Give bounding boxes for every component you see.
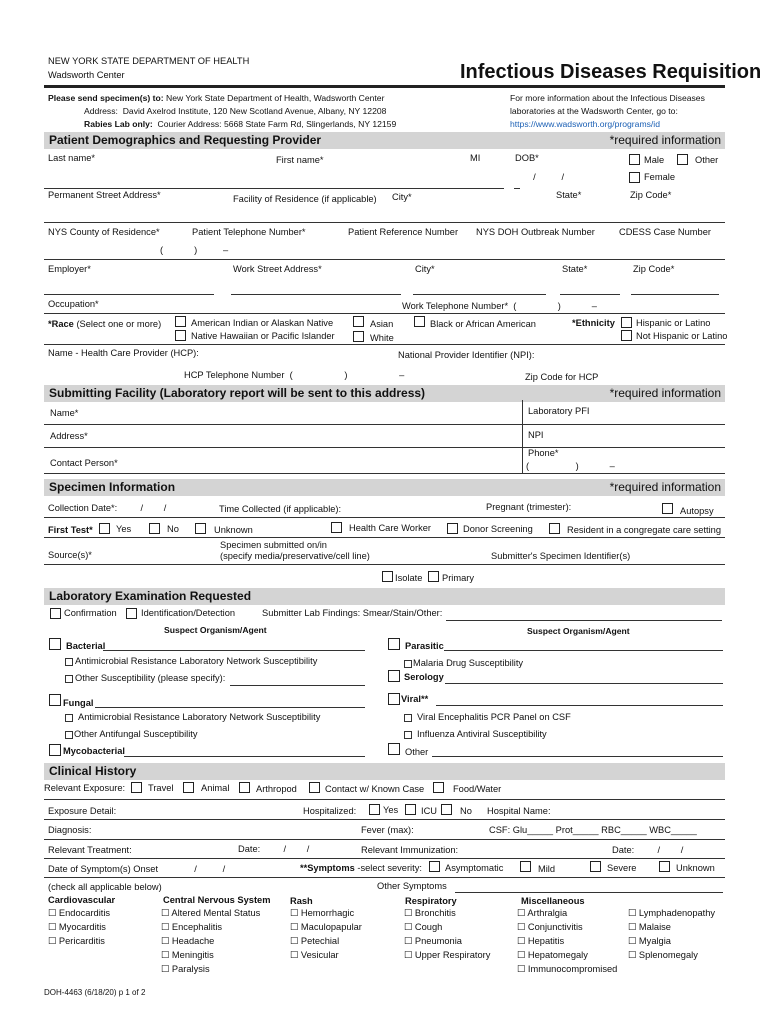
reference-label: Patient Reference Number — [348, 227, 459, 237]
misc-list — [517, 908, 617, 975]
resp-header: Respiratory — [405, 896, 457, 906]
confirmation-label: Confirmation — [64, 608, 117, 618]
first-test-yes-label: Yes — [116, 524, 132, 534]
symptom-item[interactable]: ☐ Petechial — [290, 936, 340, 946]
parasitic-checkbox[interactable] — [388, 638, 400, 650]
serology-checkbox[interactable] — [388, 670, 400, 682]
submitting-section-header — [44, 385, 725, 402]
dept-name: NEW YORK STATE DEPARTMENT OF HEALTH — [48, 56, 250, 66]
resident-checkbox[interactable] — [549, 523, 560, 534]
occupation-line — [44, 313, 725, 314]
asymptomatic-checkbox[interactable] — [429, 861, 440, 872]
symptom-item[interactable]: ☐ Altered Mental Status — [161, 908, 261, 918]
lab-section-header — [44, 588, 725, 605]
collection-line — [44, 517, 725, 518]
county-label: NYS County of Residence* — [48, 227, 160, 237]
address-line-rule — [44, 222, 725, 223]
eth-not-hispanic-label: Not Hispanic or Latino — [636, 331, 728, 341]
symptom-item[interactable]: ☐ Upper Respiratory — [404, 950, 491, 960]
form-title: Infectious Diseases Requisition — [460, 61, 762, 83]
encephalitis-checkbox[interactable] — [404, 714, 412, 722]
cdess-label: CDESS Case Number — [619, 227, 711, 237]
travel-checkbox[interactable] — [131, 782, 142, 793]
isolate-checkbox[interactable] — [382, 571, 393, 582]
symptom-item[interactable]: ☐ Bronchitis — [404, 908, 456, 918]
outbreak-label: NYS DOH Outbreak Number — [476, 227, 595, 237]
submitter-id-label: Submitter's Specimen Identifier(s) — [491, 551, 631, 561]
other-test-checkbox[interactable] — [388, 743, 400, 755]
form-footer: DOH-4463 (6/18/20) p 1 of 2 — [44, 988, 146, 997]
sex-female-checkbox[interactable] — [629, 172, 640, 183]
pregnant-label: Pregnant (trimester): — [486, 502, 572, 512]
suspect-left-label: Suspect Organism/Agent — [164, 625, 267, 635]
cardio-header: Cardiovascular — [48, 895, 116, 905]
facility-phone-format: ( ) – — [526, 461, 615, 471]
race-black-label: Black or African American — [430, 319, 536, 329]
facility-phone-label: Phone* — [528, 448, 559, 458]
symptom-item[interactable]: ☐ Cough — [404, 922, 443, 932]
last-name-label: Last name* — [48, 153, 96, 163]
resident-label: Resident in a congregate care setting — [567, 525, 722, 535]
icu-label: ICU — [421, 806, 438, 816]
rash-header: Rash — [290, 896, 313, 906]
rabies-line: Rabies Lab only: Courier Address: 5668 State Farm Rd, Slingerlands, NY 12159 — [84, 119, 397, 129]
first-test-no-label: No — [167, 524, 179, 534]
findings-line — [446, 620, 722, 621]
contact-checkbox[interactable] — [309, 782, 320, 793]
isolate-label: Isolate — [395, 573, 423, 583]
first-test-unknown-label: Unknown — [214, 525, 253, 535]
patient-required-note: *required information — [609, 133, 721, 147]
malaria-label: Malaria Drug Susceptibility — [413, 658, 524, 668]
exposure-detail-label: Exposure Detail: — [48, 806, 117, 816]
hosp-yes-label: Yes — [383, 805, 399, 815]
icu-checkbox[interactable] — [405, 804, 416, 815]
misc-header: Miscellaneous — [521, 896, 585, 906]
arthropod-checkbox[interactable] — [239, 782, 250, 793]
hosp-no-checkbox[interactable] — [441, 804, 452, 815]
armln2-checkbox[interactable] — [65, 714, 73, 722]
race-black-checkbox[interactable] — [414, 316, 425, 327]
autopsy-checkbox[interactable] — [662, 503, 673, 514]
unknown-severity-checkbox[interactable] — [659, 861, 670, 872]
race-aian-label: American Indian or Alaskan Native — [191, 318, 334, 328]
race-white-checkbox[interactable] — [353, 331, 364, 342]
bacterial-checkbox[interactable] — [49, 638, 61, 650]
first-name-label: First name* — [276, 155, 324, 165]
hospital-name-label: Hospital Name: — [487, 806, 551, 816]
street-label: Permanent Street Address* — [48, 190, 161, 200]
work-city-label: City* — [415, 264, 435, 274]
work-street-line — [231, 294, 401, 295]
influenza-label: Influenza Antiviral Susceptibility — [417, 729, 547, 739]
food-label: Food/Water — [453, 784, 502, 794]
asymptomatic-label: Asymptomatic — [445, 863, 504, 873]
other-symptoms-label: Other Symptoms — [377, 881, 447, 891]
work-state-line — [560, 294, 620, 295]
ethnicity-label: *Ethnicity — [572, 318, 615, 328]
facility-label: Facility of Residence (if applicable) — [233, 194, 377, 204]
symptom-item[interactable]: ☐ Conjunctivitis — [517, 922, 583, 932]
specify-media-label: (specify media/preservative/cell line) — [220, 551, 370, 561]
cardio-list — [48, 908, 110, 947]
symptom-item[interactable]: ☐ Arthralgia — [517, 908, 568, 918]
race-line — [44, 344, 725, 345]
symptom-item[interactable]: ☐ Myocarditis — [48, 922, 106, 932]
viral-line — [436, 705, 723, 706]
exposure-line — [44, 799, 725, 800]
symptom-item[interactable]: ☐ Pericarditis — [48, 936, 105, 946]
animal-label: Animal — [201, 783, 230, 793]
serology-line — [445, 683, 723, 684]
lab-pfi-label: Laboratory PFI — [528, 406, 590, 416]
phone-format: ( ) – — [160, 245, 229, 255]
contact-label: Contact w/ Known Case — [325, 784, 425, 794]
food-checkbox[interactable] — [433, 782, 444, 793]
specimen-required-note: *required information — [609, 480, 721, 494]
dob-label: DOB* — [515, 153, 539, 163]
onset-label: Date of Symptom(s) Onset / / — [48, 864, 226, 874]
contact-person-label: Contact Person* — [50, 458, 118, 468]
city-label: City* — [392, 192, 412, 202]
sources-line — [44, 564, 725, 565]
symptoms-label: **Symptoms -select severity: — [300, 863, 422, 873]
specimen-section-title: Specimen Information — [49, 480, 176, 494]
race-asian-checkbox[interactable] — [353, 316, 364, 327]
sex-male-checkbox[interactable] — [629, 154, 640, 165]
sources-label: Source(s)* — [48, 550, 92, 560]
diagnosis-label: Diagnosis: — [48, 825, 92, 835]
collection-date-label: Collection Date*: / / — [48, 503, 167, 513]
armln2-label: Antimicrobial Resistance Laboratory Network Susceptibility — [78, 712, 321, 722]
arthropod-label: Arthropod — [256, 784, 297, 794]
fungal-checkbox[interactable] — [49, 694, 61, 706]
info-line-2: laboratories at the Wadsworth Center, go to: — [510, 106, 678, 116]
patient-section-title: Patient Demographics and Requesting Provider — [49, 133, 322, 147]
work-state-label: State* — [562, 264, 588, 274]
sex-male-label: Male — [644, 155, 665, 165]
symptom-item[interactable]: ☐ Paralysis — [161, 964, 210, 974]
mycobacterial-label: Mycobacterial — [63, 746, 126, 756]
identification-label: Identification/Detection — [141, 608, 236, 618]
rash-list — [290, 908, 362, 961]
cns-header: Central Nervous System — [163, 895, 271, 905]
facility-divider — [522, 400, 523, 473]
submitting-required-note: *required information — [609, 386, 721, 400]
identification-checkbox[interactable] — [126, 608, 137, 619]
findings-label: Submitter Lab Findings: Smear/Stain/Other: — [262, 608, 443, 618]
symptom-item[interactable]: ☐ Maculopapular — [290, 922, 362, 932]
symptom-item[interactable]: ☐ Myalgia — [628, 936, 671, 946]
occupation-label: Occupation* — [48, 299, 99, 309]
antifungal-label: Other Antifungal Susceptibility — [74, 729, 198, 739]
eth-hispanic-checkbox[interactable] — [621, 317, 632, 328]
other-susc-line — [230, 685, 365, 686]
fever-label: Fever (max): — [361, 825, 414, 835]
symptom-item[interactable]: ☐ Headache — [161, 936, 215, 946]
mild-checkbox[interactable] — [520, 861, 531, 872]
other-test-label: Other — [405, 747, 429, 757]
serology-label: Serology — [404, 672, 444, 682]
npi-label: National Provider Identifier (NPI): — [398, 350, 535, 360]
armln-checkbox[interactable] — [65, 658, 73, 666]
race-label: *Race (Select one or more) — [48, 319, 162, 329]
treatment-line — [44, 858, 725, 859]
symptom-item[interactable]: ☐ Hepatitis — [517, 936, 565, 946]
encephalitis-label: Viral Encephalitis PCR Panel on CSF — [417, 712, 571, 722]
first-test-label: First Test* — [48, 525, 93, 535]
other-susc-label: Other Susceptibility (please specify): — [75, 673, 226, 683]
other-susc-checkbox[interactable] — [65, 675, 73, 683]
autopsy-label: Autopsy — [680, 506, 714, 516]
address-line: Address: David Axelrod Institute, 120 New Scotland Avenue, Albany, NY 12208 — [84, 106, 387, 116]
parasitic-line — [444, 650, 723, 651]
hcp-name-label: Name - Health Care Provider (HCP): — [48, 348, 199, 358]
submitting-section-title: Submitting Facility (Laboratory report will be sent to this address) — [49, 386, 426, 400]
race-aian-checkbox[interactable] — [175, 316, 186, 327]
immunization-label: Relevant Immunization: — [361, 845, 459, 855]
dob-line — [514, 188, 520, 189]
hcp-phone-label: HCP Telephone Number ( ) – — [184, 370, 405, 380]
time-collected-label: Time Collected (if applicable): — [219, 504, 342, 514]
onset-line — [44, 877, 725, 878]
fungal-line — [95, 707, 365, 708]
check-all-label: (check all applicable below) — [48, 882, 162, 892]
viral-checkbox[interactable] — [388, 693, 400, 705]
eth-not-hispanic-checkbox[interactable] — [621, 330, 632, 341]
hospital-line — [44, 819, 725, 820]
diagnosis-line — [44, 839, 725, 840]
bacterial-label: Bacterial — [66, 641, 106, 651]
dob-slashes: / / — [515, 172, 565, 182]
symptom-item[interactable]: ☐ Endocarditis — [48, 908, 111, 918]
animal-checkbox[interactable] — [183, 782, 194, 793]
facility-address-label: Address* — [50, 431, 88, 441]
contact-line — [44, 473, 725, 474]
first-test-yes-checkbox[interactable] — [99, 523, 110, 534]
bacterial-line — [103, 650, 365, 651]
center-name: Wadsworth Center — [48, 70, 125, 80]
viral-label: Viral** — [401, 694, 429, 704]
hosp-no-label: No — [460, 806, 472, 816]
race-nhpi-label: Native Hawaiian or Pacific Islander — [191, 331, 335, 341]
suspect-right-label: Suspect Organism/Agent — [527, 626, 630, 636]
other-test-line — [432, 756, 723, 757]
sex-female-label: Female — [644, 172, 676, 182]
symptom-item[interactable]: ☐ Immunocompromised — [517, 964, 618, 974]
mycobacterial-line — [124, 756, 365, 757]
treatment-date-label: Date: / / — [238, 844, 310, 854]
info-line-1: For more information about the Infectious Diseases — [510, 93, 705, 103]
donor-checkbox[interactable] — [447, 523, 458, 534]
hospitalized-label: Hospitalized: — [303, 806, 357, 816]
facility-npi-label: NPI — [528, 430, 544, 440]
first-test-unknown-checkbox[interactable] — [195, 523, 206, 534]
resp-list — [404, 908, 490, 961]
fungal-label: Fungal — [63, 698, 94, 708]
symptom-item[interactable]: ☐ Encephalitis — [161, 922, 223, 932]
primary-checkbox[interactable] — [428, 571, 439, 582]
severe-label: Severe — [607, 863, 637, 873]
symptom-item[interactable]: ☐ Pneumonia — [404, 936, 462, 946]
mild-label: Mild — [538, 864, 556, 874]
hcp-zip-label: Zip Code for HCP — [525, 372, 599, 382]
exposure-label: Relevant Exposure: — [44, 783, 126, 793]
severe-checkbox[interactable] — [590, 861, 601, 872]
symptom-item[interactable]: ☐ Malaise — [628, 922, 671, 932]
immunization-date-label: Date: / / — [612, 845, 684, 855]
treatment-label: Relevant Treatment: — [48, 845, 132, 855]
symptom-item[interactable]: ☐ Splenomegaly — [628, 950, 698, 960]
race-nhpi-checkbox[interactable] — [175, 330, 186, 341]
hosp-yes-checkbox[interactable] — [369, 804, 380, 815]
eth-hispanic-label: Hispanic or Latino — [636, 318, 711, 328]
submitted-on-label: Specimen submitted on/in — [220, 540, 327, 550]
lab-section-title: Laboratory Examination Requested — [49, 589, 252, 603]
influenza-checkbox[interactable] — [404, 731, 412, 739]
symptom-item[interactable]: ☐ Vesicular — [290, 950, 339, 960]
header-rule — [44, 85, 725, 88]
armln-label: Antimicrobial Resistance Laboratory Network Susceptibility — [75, 656, 318, 666]
county-line — [44, 259, 725, 260]
csf-label: CSF: Glu_____ Prot_____ RBC_____ WBC_____ — [489, 825, 697, 835]
sex-other-checkbox[interactable] — [677, 154, 688, 165]
race-asian-label: Asian — [370, 319, 394, 329]
first-test-line — [44, 537, 725, 538]
malaria-checkbox[interactable] — [404, 660, 412, 668]
employer-line — [44, 294, 214, 295]
clinical-section-header — [44, 763, 725, 780]
phone-label: Patient Telephone Number* — [192, 227, 306, 237]
zip-label: Zip Code* — [630, 190, 672, 200]
employer-label: Employer* — [48, 264, 91, 274]
confirmation-checkbox[interactable] — [50, 608, 61, 619]
race-white-label: White — [370, 333, 394, 343]
mi-label: MI — [470, 153, 481, 163]
send-line: Please send specimen(s) to: New York State Department of Health, Wadsworth Center — [48, 93, 385, 103]
cns-list — [161, 908, 260, 975]
info-link[interactable]: https://www.wadsworth.org/programs/id — [510, 119, 660, 129]
symptom-item[interactable]: ☐ Hepatomegaly — [517, 950, 588, 960]
name-line — [44, 188, 504, 189]
mycobacterial-checkbox[interactable] — [49, 744, 61, 756]
patient-section-header — [44, 132, 725, 149]
specimen-section-header — [44, 479, 725, 496]
hcw-label: Health Care Worker — [349, 523, 431, 533]
work-city-line — [413, 294, 546, 295]
unknown-severity-label: Unknown — [676, 863, 715, 873]
parasitic-label: Parasitic — [405, 641, 444, 651]
work-zip-label: Zip Code* — [633, 264, 675, 274]
symptom-item[interactable]: ☐ Lymphadenopathy — [628, 908, 716, 918]
facility-address-line — [44, 447, 725, 448]
symptom-item[interactable]: ☐ Meningitis — [161, 950, 214, 960]
facility-name-label: Name* — [50, 408, 79, 418]
work-street-label: Work Street Address* — [233, 264, 322, 274]
antifungal-checkbox[interactable] — [65, 731, 73, 739]
work-phone-label: Work Telephone Number* ( ) – — [402, 301, 597, 311]
state-label: State* — [556, 190, 582, 200]
donor-label: Donor Screening — [463, 524, 533, 534]
first-test-no-checkbox[interactable] — [149, 523, 160, 534]
work-zip-line — [631, 294, 719, 295]
sex-other-label: Other — [695, 155, 719, 165]
travel-label: Travel — [148, 783, 174, 793]
facility-name-line — [44, 424, 725, 425]
hcw-checkbox[interactable] — [331, 522, 342, 533]
symptom-item[interactable]: ☐ Hemorrhagic — [290, 908, 355, 918]
primary-label: Primary — [442, 573, 475, 583]
clinical-section-title: Clinical History — [49, 764, 137, 778]
other-symptoms-line — [455, 892, 723, 893]
misc2-list — [628, 908, 715, 961]
